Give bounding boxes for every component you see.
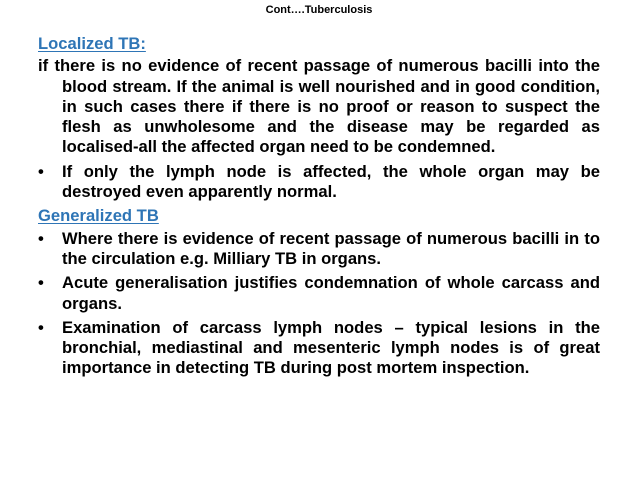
bullet-icon: • bbox=[38, 161, 44, 181]
localized-bullet-item bbox=[38, 162, 600, 203]
bullet-icon: • bbox=[38, 273, 44, 293]
slide-content bbox=[38, 34, 600, 383]
bullet-icon: • bbox=[38, 317, 44, 337]
localized-bullet-text: If only the lymph node is affected, the whole organ may be destroyed even apparently normal. bbox=[62, 161, 600, 202]
generalized-tb-heading: Generalized TB bbox=[38, 206, 159, 226]
generalized-bullet-text: Acute generalisation justifies condemnation of whole carcass and organs. bbox=[62, 273, 600, 313]
localized-tb-heading: Localized TB: bbox=[38, 34, 146, 53]
generalized-bullet-text: Examination of carcass lymph nodes – typical lesions in the bronchial, mediastinal and mesenteric lymph nodes is of great importance in detecting TB during post mortem inspection. bbox=[62, 317, 600, 378]
generalized-bullet-item bbox=[38, 318, 600, 379]
localized-tb-intro: if there is no evidence of recent passage of numerous bacilli into the blood stream. If the animal is well nourished and in good condition, in such cases there if there is no proof or reason to suspect the flesh as unwholesome and the disease may be regarded as localised-all the affected organ need to be condemned. bbox=[38, 56, 600, 157]
generalized-bullet-item bbox=[38, 273, 600, 314]
generalized-bullet-text: Where there is evidence of recent passage of numerous bacilli in to the circulation e.g. Milliary TB in organs. bbox=[62, 228, 600, 268]
slide-title: Cont….Tuberculosis bbox=[265, 4, 373, 16]
generalized-bullet-item bbox=[38, 229, 600, 270]
bullet-icon: • bbox=[38, 228, 44, 248]
